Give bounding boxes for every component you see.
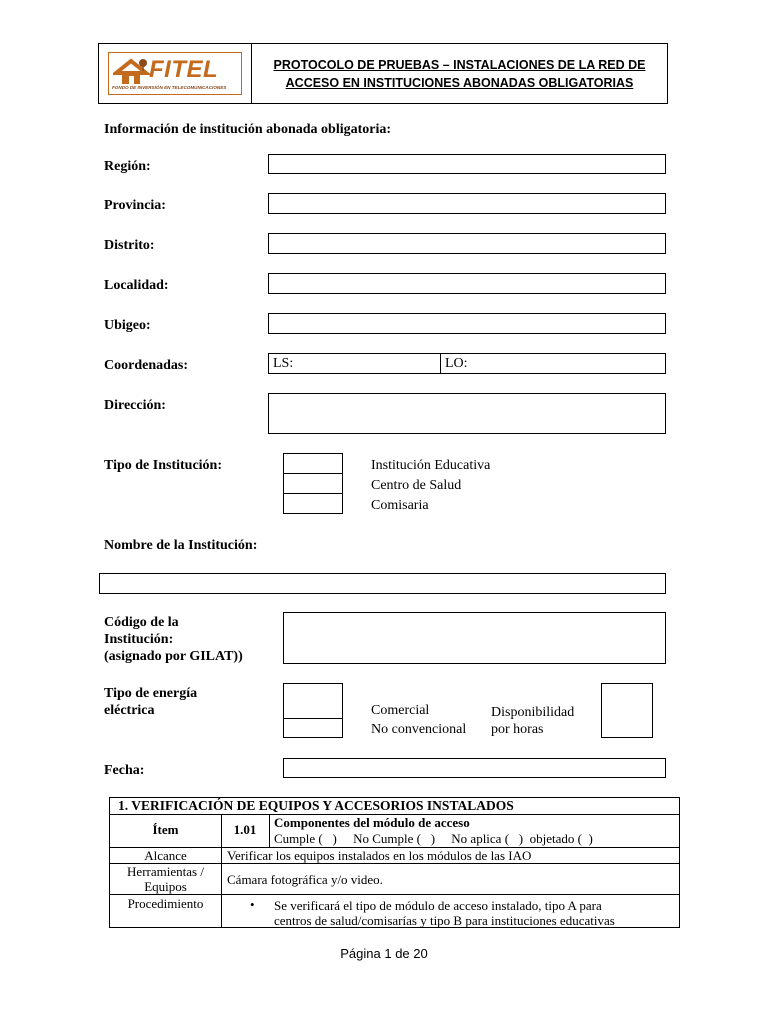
- alcance-value: Verificar los equipos instalados en los módulos de las IAO: [227, 848, 532, 863]
- comercial-option: Comercial: [371, 703, 430, 718]
- document-title: [252, 44, 667, 103]
- document-header: [98, 43, 668, 104]
- region-label: Región:: [104, 159, 151, 174]
- component-title: Componentes del módulo de acceso: [274, 815, 470, 830]
- status-options[interactable]: Cumple ( ) No Cumple ( ) No aplica ( ) objetado ( ): [274, 831, 593, 846]
- codigo-field[interactable]: [283, 612, 666, 664]
- logo-text: FITEL: [149, 56, 219, 83]
- title-line-2: ACCESO EN INSTITUCIONES ABONADAS OBLIGATORIAS: [285, 75, 634, 90]
- ubigeo-field[interactable]: [268, 313, 666, 334]
- verification-table: [109, 797, 680, 928]
- nombre-field[interactable]: [99, 573, 666, 594]
- item-number: 1.01: [233, 822, 257, 837]
- localidad-field[interactable]: [268, 273, 666, 294]
- region-field[interactable]: [268, 154, 666, 174]
- ls-label: LS:: [273, 356, 294, 371]
- fecha-field[interactable]: [283, 758, 666, 778]
- logo-subtext: FONDO DE INVERSIÓN EN TELECOMUNICACIONES: [112, 85, 227, 90]
- coordenadas-label: Coordenadas:: [104, 358, 189, 373]
- institucion-educativa-checkbox[interactable]: [283, 453, 343, 474]
- direccion-label: Dirección:: [104, 398, 166, 413]
- comisaria-checkbox[interactable]: [283, 493, 343, 514]
- institucion-educativa-option: Institución Educativa: [371, 458, 491, 473]
- nombre-label: Nombre de la Institución:: [104, 538, 258, 553]
- herramientas-value: Cámara fotográfica y/o video.: [227, 872, 383, 887]
- tipo-institucion-label: Tipo de Institución:: [104, 458, 222, 473]
- localidad-label: Localidad:: [104, 278, 169, 293]
- alcance-label: Alcance: [144, 848, 187, 863]
- provincia-label: Provincia:: [104, 198, 166, 213]
- lo-label: LO:: [445, 356, 468, 371]
- distrito-label: Distrito:: [104, 238, 155, 253]
- procedimiento-line-2: centros de salud/comisarías y tipo B para instituciones educativas: [274, 913, 615, 928]
- codigo-label-line-1: Código de la: [104, 615, 179, 630]
- fecha-label: Fecha:: [104, 763, 145, 778]
- procedimiento-label: Procedimiento: [127, 896, 204, 911]
- disponibilidad-line-2: por horas: [491, 722, 544, 737]
- logo-cell: [99, 44, 252, 103]
- fitel-logo: [108, 52, 242, 95]
- herramientas-label-line-2: Equipos: [144, 879, 187, 894]
- energia-label-line-1: Tipo de energía: [104, 686, 198, 701]
- distrito-field[interactable]: [268, 233, 666, 254]
- info-section-title: Información de institución abonada obligatoria:: [104, 122, 392, 137]
- direccion-field[interactable]: [268, 393, 666, 434]
- title-line-1: PROTOCOLO DE PRUEBAS – INSTALACIONES DE LA RED DE: [273, 57, 646, 72]
- herramientas-label-line-1: Herramientas /: [127, 864, 204, 879]
- no-convencional-checkbox[interactable]: [283, 718, 343, 738]
- table-section-title: 1. VERIFICACIÓN DE EQUIPOS Y ACCESORIOS INSTALADOS: [118, 798, 514, 813]
- comercial-checkbox[interactable]: [283, 683, 343, 719]
- codigo-label-line-3: (asignado por GILAT)): [104, 649, 243, 664]
- item-label: Ítem: [152, 822, 179, 837]
- codigo-label-line-2: Institución:: [104, 632, 174, 647]
- centro-salud-option: Centro de Salud: [371, 478, 462, 493]
- lo-field[interactable]: [440, 353, 666, 374]
- energia-label-line-2: eléctrica: [104, 703, 155, 718]
- procedimiento-line-1: Se verificará el tipo de módulo de acceso instalado, tipo A para: [274, 898, 602, 913]
- comisaria-option: Comisaria: [371, 498, 429, 513]
- house-icon: [113, 57, 153, 87]
- disponibilidad-field[interactable]: [601, 683, 653, 738]
- centro-salud-checkbox[interactable]: [283, 473, 343, 494]
- disponibilidad-line-1: Disponibilidad: [491, 705, 575, 720]
- ubigeo-label: Ubigeo:: [104, 318, 151, 333]
- bullet-icon: •: [250, 897, 255, 912]
- ls-field[interactable]: [268, 353, 441, 374]
- no-convencional-option: No convencional: [371, 722, 467, 737]
- provincia-field[interactable]: [268, 193, 666, 214]
- page-number: Página 1 de 20: [340, 946, 428, 961]
